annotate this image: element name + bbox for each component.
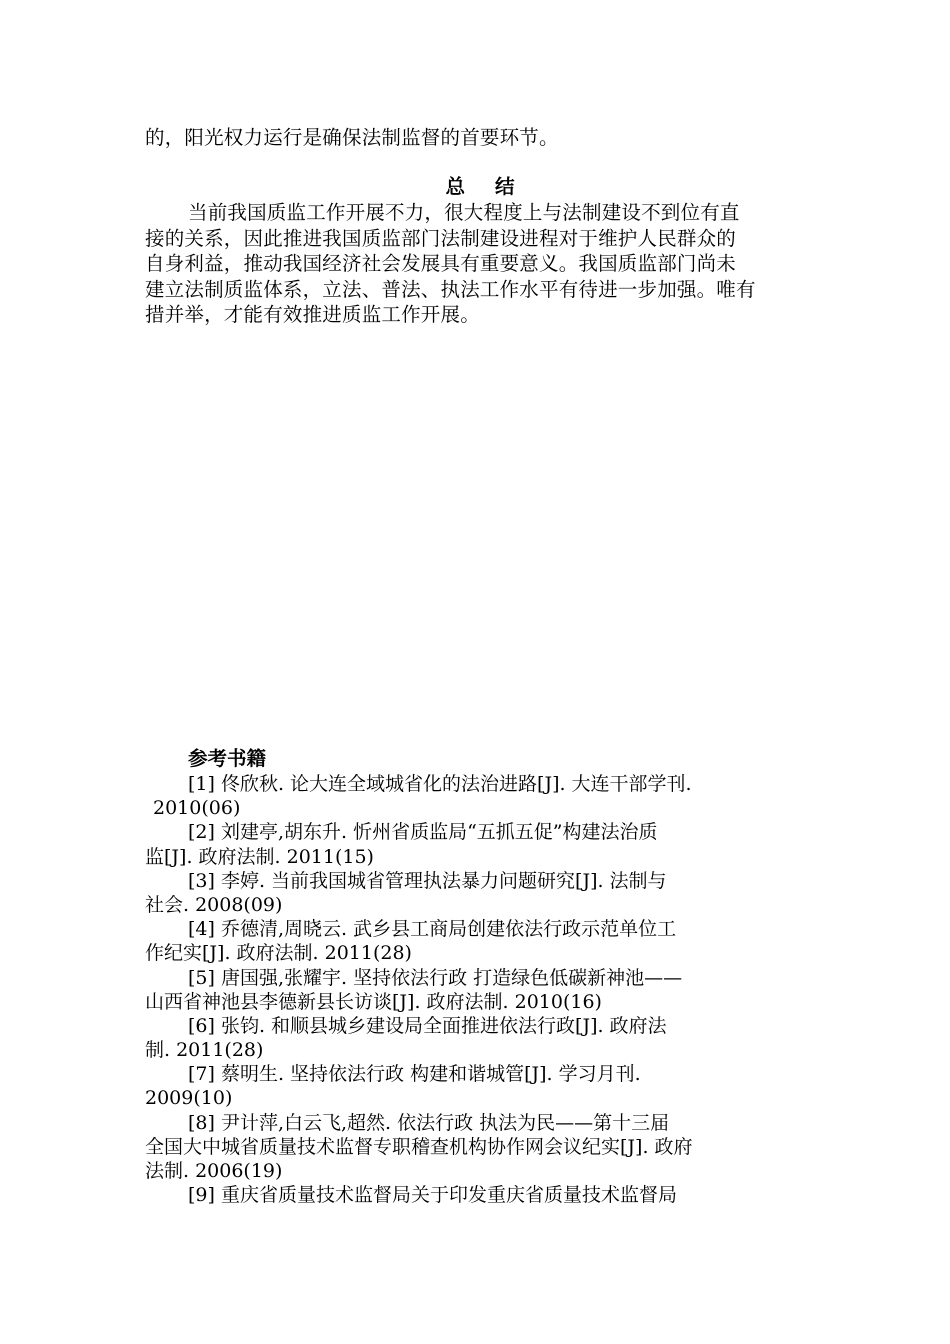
paragraph-line: 当前我国质监工作开展不力，很大程度上与法制建设不到位有直 — [188, 201, 740, 224]
reference-line: 社会. 2008(09) — [145, 893, 283, 916]
references-list — [145, 772, 825, 1207]
paragraph-line: 建立法制质监体系，立法、普法、执法工作水平有待进一步加强。唯有 — [145, 277, 756, 301]
reference-line: [9] 重庆省质量技术监督局关于印发重庆省质量技术监督局 — [188, 1184, 677, 1207]
reference-line: 山西省神池县李德新县长访谈[J]. 政府法制. 2010(16) — [145, 990, 602, 1013]
reference-line: [1] 佟欣秋. 论大连全域城省化的法治进路[J]. 大连干部学刊. — [188, 773, 692, 795]
intro-tail-paragraph — [145, 125, 815, 151]
summary-paragraph — [145, 200, 815, 328]
references-title: 参考书籍 — [188, 747, 267, 770]
summary-heading-char-1: 总 — [445, 175, 465, 198]
reference-line: 监[J]. 政府法制. 2011(15) — [145, 845, 374, 868]
reference-line: [4] 乔德清,周晓云. 武乡县工商局创建依法行政示范单位工 — [188, 918, 677, 941]
reference-line: 2009(10) — [145, 1087, 233, 1110]
reference-line: [7] 蔡明生. 坚持依法行政 构建和谐城管[J]. 学习月刊. — [188, 1063, 641, 1086]
reference-line: 制. 2011(28) — [145, 1039, 264, 1062]
reference-line: [8] 尹计萍,白云飞,超然. 依法行政 执法为民——第十三届 — [188, 1111, 670, 1134]
summary-heading-char-2: 结 — [495, 175, 515, 198]
summary-heading — [145, 174, 815, 199]
reference-line: 作纪实[J]. 政府法制. 2011(28) — [145, 942, 412, 965]
paragraph-line: 自身利益，推动我国经济社会发展具有重要意义。我国质监部门尚未 — [145, 252, 737, 275]
reference-line: 法制. 2006(19) — [145, 1160, 283, 1182]
paragraph-line: 接的关系，因此推进我国质监部门法制建设进程对于维护人民群众的 — [145, 226, 737, 250]
paragraph-line: 措并举，才能有效推进质监工作开展。 — [145, 303, 480, 326]
paragraph-line: 的，阳光权力运行是确保法制监督的首要环节。 — [145, 126, 559, 149]
reference-line: [3] 李婷. 当前我国城省管理执法暴力问题研究[J]. 法制与 — [188, 869, 667, 892]
reference-line: [6] 张钧. 和顺县城乡建设局全面推进依法行政[J]. 政府法 — [188, 1014, 667, 1037]
reference-line: 全国大中城省质量技术监督专职稽查机构协作网会议纪实[J]. 政府 — [145, 1135, 693, 1158]
reference-line: [2] 刘建亭,胡东升. 忻州省质监局“五抓五促”构建法治质 — [188, 821, 658, 844]
reference-line: [5] 唐国强,张耀宇. 坚持依法行政 打造绿色低碳新神池—— — [188, 966, 683, 989]
reference-line: 2010(06) — [153, 797, 241, 820]
